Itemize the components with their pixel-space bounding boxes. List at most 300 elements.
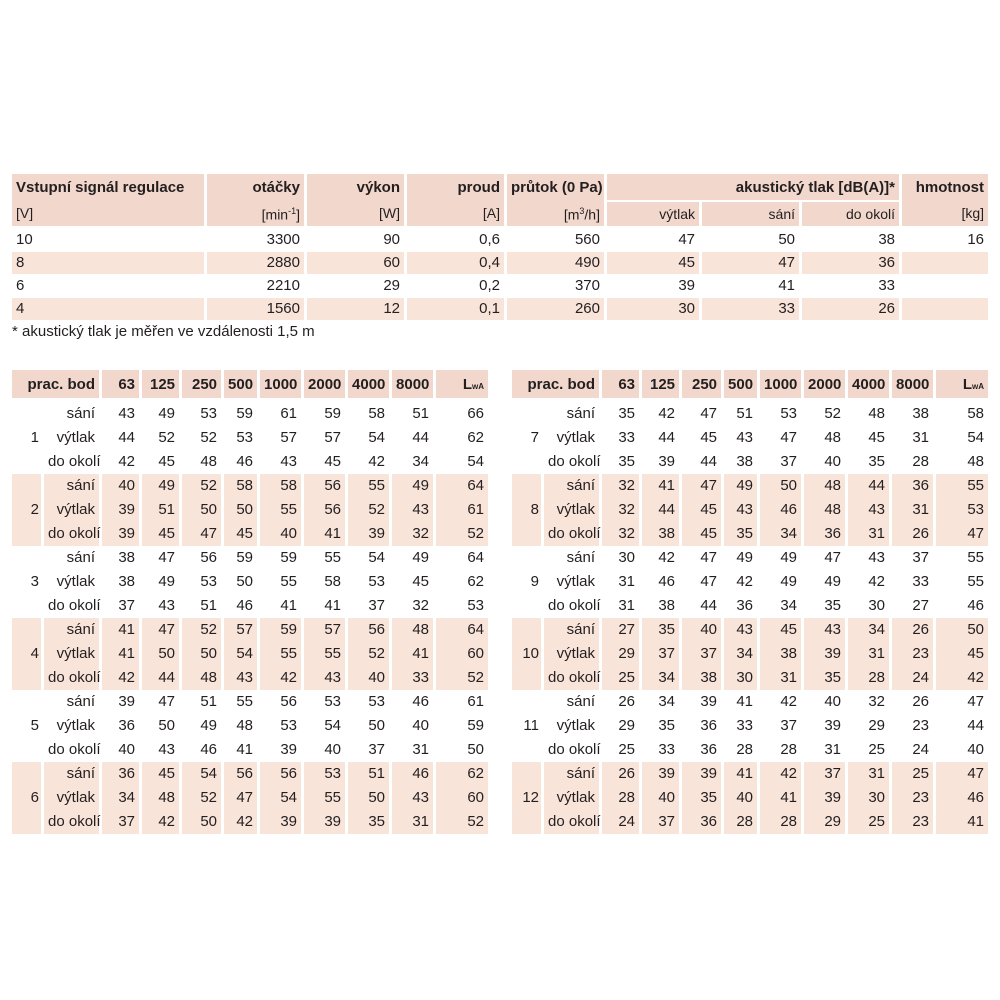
band-value-cell: 28 (760, 810, 804, 834)
row-label: sání (44, 618, 102, 642)
band-value-cell: 24 (602, 810, 642, 834)
band-value-cell: 31 (602, 594, 642, 618)
band-value-cell: 53 (224, 426, 260, 450)
band-value-cell: 42 (760, 762, 804, 786)
current-cell: 0,1 (407, 297, 507, 320)
flow-cell: 490 (507, 251, 607, 274)
band-row (512, 522, 988, 546)
band-value-cell: 51 (142, 498, 182, 522)
row-label: výtlak (44, 714, 102, 738)
band-value-cell: 23 (892, 810, 936, 834)
band-value-cell: 54 (348, 426, 392, 450)
current-cell: 0,2 (407, 274, 507, 297)
current-header: proud (407, 174, 507, 200)
band-value-cell: 35 (348, 810, 392, 834)
band-value-cell: 41 (760, 786, 804, 810)
band-value-cell: 39 (304, 810, 348, 834)
band-value-cell: 45 (682, 498, 724, 522)
band-value-cell: 52 (348, 498, 392, 522)
band-value-cell: 38 (760, 642, 804, 666)
band-value-cell: 53 (304, 690, 348, 714)
lwa-cell: 52 (467, 813, 485, 830)
speed-header: otáčky (207, 174, 307, 200)
okoli-cell: 26 (802, 297, 902, 320)
band-value-cell: 49 (142, 402, 182, 426)
band-value-cell: 59 (260, 546, 304, 570)
band-value-cell: 47 (182, 522, 224, 546)
band-value-cell: 49 (392, 546, 436, 570)
fan-parameters-table (12, 174, 988, 320)
band-value-cell: 41 (304, 594, 348, 618)
band-value-cell: 43 (260, 450, 304, 474)
band-value-cell: 31 (892, 498, 936, 522)
band-value-cell: 47 (682, 474, 724, 498)
band-value-cell: 56 (224, 762, 260, 786)
freq-header: 2000 (804, 370, 848, 402)
signal-unit: [V] (12, 200, 207, 228)
lwa-cell: 55 (967, 549, 985, 566)
band-row (12, 714, 488, 738)
band-value-cell: 40 (724, 786, 760, 810)
acoustic-sani-header: sání (702, 200, 802, 228)
band-value-cell: 31 (848, 522, 892, 546)
band-value-cell: 59 (224, 402, 260, 426)
freq-header: 1000 (260, 370, 304, 402)
freq-header: 4000 (848, 370, 892, 402)
weight-cell (902, 274, 988, 297)
lwa-cell: 47 (967, 765, 985, 782)
band-value-cell: 36 (102, 714, 142, 738)
lwa-cell: 42 (967, 669, 985, 686)
band-value-cell: 49 (392, 474, 436, 498)
band-value-cell: 54 (224, 642, 260, 666)
power-cell: 90 (307, 228, 407, 251)
band-value-cell: 40 (392, 714, 436, 738)
flow-unit: $[m^3/h]$ (507, 200, 607, 228)
row-label: sání (44, 474, 102, 498)
band-value-cell: 35 (642, 618, 682, 642)
band-value-cell: 49 (142, 474, 182, 498)
speed-cell: 2880 (207, 251, 307, 274)
band-value-cell: 54 (304, 714, 348, 738)
operating-point-number (512, 474, 544, 498)
band-value-cell: 30 (724, 666, 760, 690)
band-value-cell: 58 (348, 402, 392, 426)
band-value-cell: 39 (348, 522, 392, 546)
band-value-cell: 45 (142, 762, 182, 786)
band-value-cell: 49 (760, 570, 804, 594)
band-value-cell: 49 (142, 570, 182, 594)
band-value-cell: 31 (392, 738, 436, 762)
freq-header: 4000 (348, 370, 392, 402)
header-row (12, 174, 988, 200)
band-value-cell: 42 (724, 570, 760, 594)
band-value-cell: 53 (348, 570, 392, 594)
band-value-cell: 52 (182, 786, 224, 810)
band-value-cell: 35 (804, 666, 848, 690)
operating-point-number (12, 738, 44, 762)
band-value-cell: 47 (682, 546, 724, 570)
row-label: sání (544, 546, 602, 570)
speed-cell: 3300 (207, 228, 307, 251)
band-value-cell: 49 (724, 474, 760, 498)
band-value-cell: 30 (848, 594, 892, 618)
band-row (12, 666, 488, 690)
band-value-cell: 41 (724, 690, 760, 714)
band-value-cell: 51 (348, 762, 392, 786)
band-row (12, 402, 488, 426)
band-value-cell: 48 (804, 498, 848, 522)
band-value-cell: 54 (348, 546, 392, 570)
lwa-cell: 55 (967, 573, 985, 590)
band-value-cell: 50 (142, 714, 182, 738)
band-value-cell: 42 (102, 666, 142, 690)
row-label: sání (544, 762, 602, 786)
band-value-cell: 50 (224, 570, 260, 594)
operating-point-number (12, 810, 44, 834)
operating-point-number: 5 (12, 714, 44, 738)
band-value-cell: 43 (392, 786, 436, 810)
band-value-cell: 53 (182, 402, 224, 426)
band-value-cell: 37 (102, 594, 142, 618)
band-row (512, 474, 988, 498)
band-value-cell: 37 (760, 450, 804, 474)
row-label: do okolí (544, 738, 602, 762)
operating-point-number (12, 546, 44, 570)
band-value-cell: 26 (892, 522, 936, 546)
sani-cell: 33 (702, 297, 802, 320)
band-value-cell: 32 (602, 522, 642, 546)
operating-point-number: 10 (512, 642, 544, 666)
band-value-cell: 39 (102, 690, 142, 714)
band-value-cell: 47 (682, 570, 724, 594)
band-row (12, 474, 488, 498)
band-header-row (512, 370, 988, 402)
lwa-cell: 47 (967, 693, 985, 710)
band-value-cell: 37 (348, 738, 392, 762)
band-value-cell: 43 (224, 666, 260, 690)
operating-point-number (12, 450, 44, 474)
band-value-cell: 28 (848, 666, 892, 690)
band-value-cell: 42 (260, 666, 304, 690)
band-value-cell: 46 (760, 498, 804, 522)
band-value-cell: 43 (102, 402, 142, 426)
band-value-cell: 34 (642, 690, 682, 714)
operating-point-number (512, 690, 544, 714)
operating-point-number (512, 618, 544, 642)
band-value-cell: 55 (304, 546, 348, 570)
band-value-cell: 24 (892, 666, 936, 690)
operating-point-number: 3 (12, 570, 44, 594)
row-label: do okolí (544, 594, 602, 618)
flow-cell: 370 (507, 274, 607, 297)
band-value-cell: 31 (848, 762, 892, 786)
row-label: výtlak (44, 498, 102, 522)
band-value-cell: 25 (848, 810, 892, 834)
lwa-cell: 45 (967, 645, 985, 662)
band-value-cell: 42 (348, 450, 392, 474)
band-value-cell: 27 (602, 618, 642, 642)
band-row (512, 738, 988, 762)
band-value-cell: 43 (142, 594, 182, 618)
band-value-cell: 55 (224, 690, 260, 714)
band-value-cell: 35 (682, 786, 724, 810)
weight-cell (902, 297, 988, 320)
band-value-cell: 29 (602, 642, 642, 666)
row-label: sání (544, 402, 602, 426)
row-label: výtlak (44, 786, 102, 810)
band-value-cell: 50 (182, 498, 224, 522)
lwa-cell: 66 (467, 405, 485, 422)
lwa-cell: 62 (467, 573, 485, 590)
table-row (12, 228, 988, 251)
band-value-cell: 28 (724, 810, 760, 834)
operating-point-number: 6 (12, 786, 44, 810)
power-cell: 12 (307, 297, 407, 320)
band-value-cell: 46 (392, 690, 436, 714)
lwa-cell: 64 (467, 549, 485, 566)
lwa-header: LwA (436, 370, 488, 402)
band-value-cell: 52 (142, 426, 182, 450)
band-row (512, 690, 988, 714)
band-value-cell: 37 (642, 642, 682, 666)
band-value-cell: 33 (892, 570, 936, 594)
band-value-cell: 50 (182, 810, 224, 834)
band-row (512, 570, 988, 594)
band-value-cell: 56 (182, 546, 224, 570)
band-row (12, 810, 488, 834)
band-value-cell: 26 (602, 690, 642, 714)
lwa-cell: 55 (967, 477, 985, 494)
band-value-cell: 39 (804, 714, 848, 738)
row-label: sání (44, 690, 102, 714)
band-value-cell: 38 (682, 666, 724, 690)
band-value-cell: 36 (682, 810, 724, 834)
row-label: do okolí (544, 666, 602, 690)
weight-cell (902, 251, 988, 274)
row-label: sání (544, 618, 602, 642)
band-value-cell: 51 (724, 402, 760, 426)
band-row (512, 810, 988, 834)
freq-header: 8000 (892, 370, 936, 402)
band-value-cell: 44 (642, 426, 682, 450)
band-value-cell: 48 (392, 618, 436, 642)
band-value-cell: 40 (102, 738, 142, 762)
lwa-cell: 50 (467, 741, 485, 758)
power-header: výkon (307, 174, 407, 200)
flow-cell: 260 (507, 297, 607, 320)
band-value-cell: 41 (102, 618, 142, 642)
band-value-cell: 49 (182, 714, 224, 738)
band-value-cell: 53 (260, 714, 304, 738)
band-value-cell: 50 (224, 498, 260, 522)
operating-point-number (512, 402, 544, 426)
operating-point-number (12, 594, 44, 618)
freq-header: 500 (724, 370, 760, 402)
operating-point-number: 12 (512, 786, 544, 810)
row-label: do okolí (44, 810, 102, 834)
band-value-cell: 39 (642, 450, 682, 474)
band-value-cell: 45 (142, 522, 182, 546)
lwa-cell: 46 (967, 789, 985, 806)
operating-point-number: 9 (512, 570, 544, 594)
operating-point-number: 11 (512, 714, 544, 738)
band-value-cell: 42 (142, 810, 182, 834)
band-value-cell: 45 (304, 450, 348, 474)
band-value-cell: 27 (892, 594, 936, 618)
band-value-cell: 47 (142, 618, 182, 642)
band-value-cell: 54 (182, 762, 224, 786)
row-label: do okolí (44, 594, 102, 618)
flow-header: průtok (0 Pa) (507, 174, 607, 200)
band-value-cell: 39 (260, 738, 304, 762)
band-value-cell: 55 (260, 570, 304, 594)
lwa-cell: 61 (467, 693, 485, 710)
band-value-cell: 45 (848, 426, 892, 450)
vytlak-cell: 47 (607, 228, 702, 251)
band-value-cell: 52 (182, 426, 224, 450)
operating-point-number (512, 738, 544, 762)
band-value-cell: 28 (602, 786, 642, 810)
band-value-cell: 56 (348, 618, 392, 642)
band-value-cell: 43 (142, 738, 182, 762)
band-value-cell: 38 (102, 570, 142, 594)
band-row (512, 498, 988, 522)
current-unit: [A] (407, 200, 507, 228)
band-value-cell: 42 (224, 810, 260, 834)
band-value-cell: 42 (760, 690, 804, 714)
lwa-cell: 47 (967, 525, 985, 542)
table-row (12, 274, 988, 297)
band-value-cell: 28 (760, 738, 804, 762)
vytlak-cell: 30 (607, 297, 702, 320)
power-unit: [W] (307, 200, 407, 228)
band-row (12, 594, 488, 618)
band-value-cell: 31 (804, 738, 848, 762)
band-value-cell: 40 (642, 786, 682, 810)
band-row (512, 762, 988, 786)
band-value-cell: 53 (182, 570, 224, 594)
band-row (12, 642, 488, 666)
band-value-cell: 44 (682, 450, 724, 474)
signal-cell: 6 (12, 274, 207, 297)
operating-point-number (12, 474, 44, 498)
operating-point-number (12, 402, 44, 426)
row-label: sání (544, 474, 602, 498)
band-value-cell: 46 (642, 570, 682, 594)
table-row (12, 297, 988, 320)
operating-point-number (512, 810, 544, 834)
sani-cell: 41 (702, 274, 802, 297)
band-value-cell: 29 (602, 714, 642, 738)
point-header: prac. bod (512, 370, 602, 402)
band-value-cell: 36 (892, 474, 936, 498)
band-value-cell: 37 (892, 546, 936, 570)
current-cell: 0,6 (407, 228, 507, 251)
band-value-cell: 38 (102, 546, 142, 570)
band-value-cell: 41 (392, 642, 436, 666)
lwa-cell: 61 (467, 501, 485, 518)
row-label: sání (44, 762, 102, 786)
band-value-cell: 41 (102, 642, 142, 666)
band-value-cell: 36 (804, 522, 848, 546)
band-value-cell: 46 (224, 450, 260, 474)
table-row (12, 251, 988, 274)
vytlak-cell: 39 (607, 274, 702, 297)
band-value-cell: 45 (682, 426, 724, 450)
lwa-cell: 62 (467, 765, 485, 782)
band-value-cell: 57 (304, 426, 348, 450)
operating-point-number (12, 690, 44, 714)
band-value-cell: 25 (892, 762, 936, 786)
band-value-cell: 35 (602, 402, 642, 426)
band-row (512, 546, 988, 570)
lwa-cell: 41 (967, 813, 985, 830)
band-value-cell: 48 (848, 402, 892, 426)
band-value-cell: 39 (102, 498, 142, 522)
acoustic-vytlak-header: výtlak (607, 200, 702, 228)
band-value-cell: 38 (642, 522, 682, 546)
band-value-cell: 57 (304, 618, 348, 642)
band-value-cell: 48 (182, 450, 224, 474)
row-label: výtlak (44, 570, 102, 594)
band-value-cell: 32 (602, 498, 642, 522)
lwa-cell: 53 (967, 501, 985, 518)
band-value-cell: 56 (260, 690, 304, 714)
band-value-cell: 51 (392, 402, 436, 426)
row-label: do okolí (44, 450, 102, 474)
speed-cell: 2210 (207, 274, 307, 297)
band-value-cell: 43 (304, 666, 348, 690)
freq-header: 63 (602, 370, 642, 402)
lwa-cell: 52 (467, 669, 485, 686)
lwa-cell: 48 (967, 453, 985, 470)
sani-cell: 50 (702, 228, 802, 251)
band-value-cell: 39 (682, 690, 724, 714)
band-value-cell: 58 (260, 474, 304, 498)
band-value-cell: 44 (392, 426, 436, 450)
band-value-cell: 48 (804, 426, 848, 450)
signal-header: Vstupní signál regulace (12, 174, 207, 200)
lwa-cell: 54 (467, 453, 485, 470)
band-value-cell: 59 (260, 618, 304, 642)
band-value-cell: 50 (348, 714, 392, 738)
band-row (512, 786, 988, 810)
lwa-header: LwA (936, 370, 988, 402)
band-value-cell: 31 (848, 642, 892, 666)
band-value-cell: 39 (804, 786, 848, 810)
band-value-cell: 44 (682, 594, 724, 618)
band-value-cell: 37 (642, 810, 682, 834)
operating-point-number: 4 (12, 642, 44, 666)
operating-point-number (12, 618, 44, 642)
band-value-cell: 34 (848, 618, 892, 642)
operating-point-number (512, 522, 544, 546)
band-value-cell: 40 (102, 474, 142, 498)
operating-point-number: 8 (512, 498, 544, 522)
freq-header: 63 (102, 370, 142, 402)
band-value-cell: 53 (348, 690, 392, 714)
band-value-cell: 33 (602, 426, 642, 450)
band-value-cell: 32 (392, 594, 436, 618)
band-value-cell: 26 (602, 762, 642, 786)
band-value-cell: 45 (682, 522, 724, 546)
band-value-cell: 44 (848, 474, 892, 498)
band-value-cell: 25 (848, 738, 892, 762)
band-value-cell: 39 (682, 762, 724, 786)
operating-point-number (12, 762, 44, 786)
band-value-cell: 50 (760, 474, 804, 498)
